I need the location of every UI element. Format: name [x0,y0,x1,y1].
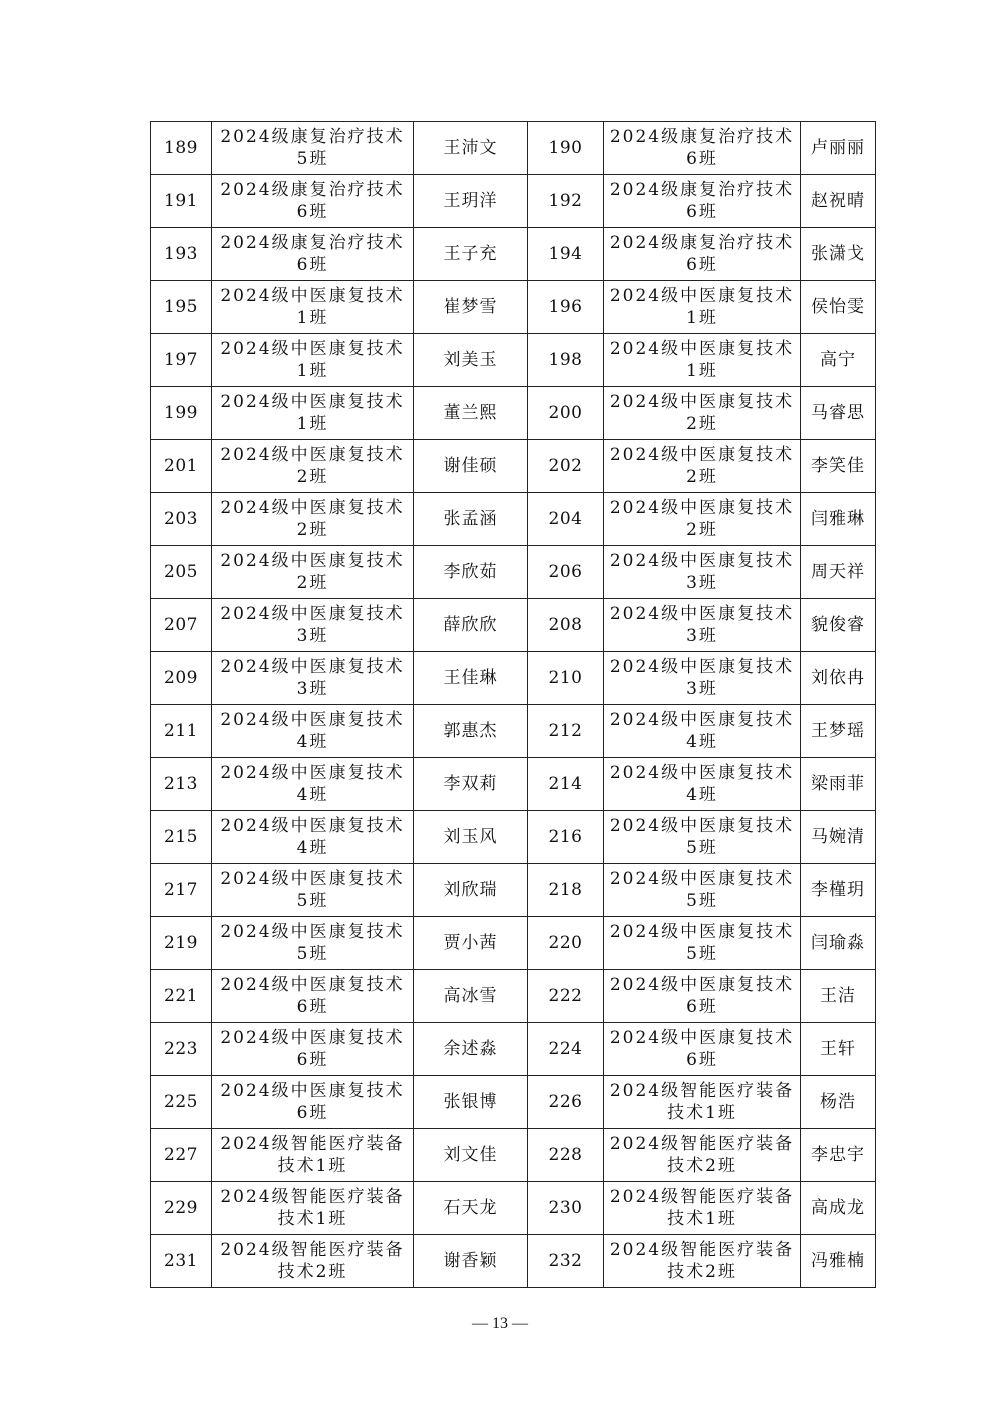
entry-class [212,228,414,281]
entry-class [212,652,414,705]
entry-number: 215 [151,811,212,864]
entry-class-line: 3班 [686,679,718,699]
entry-number: 230 [528,1182,604,1235]
entry-class-line: 2024级中医康复技术 [220,392,405,412]
entry-class-line: 2024级中医康复技术 [609,339,795,359]
entry-class-line: 6班 [296,1103,329,1123]
entry-class-line: 2024级中医康复技术 [220,445,405,465]
entry-class [212,917,414,970]
entry-class-line: 2024级中医康复技术 [220,604,405,624]
entry-name: 王沛文 [414,122,528,175]
entry-name: 赵祝晴 [801,175,876,228]
entry-number: 207 [151,599,212,652]
entry-number: 216 [528,811,604,864]
entry-class [604,864,801,917]
table-row [151,228,876,281]
entry-number: 217 [151,864,212,917]
entry-name: 马睿思 [801,387,876,440]
table-row [151,970,876,1023]
entry-class-line: 2024级中医康复技术 [609,657,795,677]
table-row [151,1182,876,1235]
entry-number: 200 [528,387,604,440]
entry-number: 194 [528,228,604,281]
table-row [151,864,876,917]
entry-name: 王佳琳 [414,652,528,705]
entry-class-line: 2024级康复治疗技术 [220,233,405,253]
entry-number: 224 [528,1023,604,1076]
entry-class [212,175,414,228]
entry-name: 高成龙 [801,1182,876,1235]
entry-name: 郭惠杰 [414,705,528,758]
entry-name: 王轩 [801,1023,876,1076]
entry-class [604,281,801,334]
entry-name: 薛欣欣 [414,599,528,652]
entry-number: 210 [528,652,604,705]
entry-class-line: 2024级中医康复技术 [609,763,795,783]
entry-class-line: 2024级中医康复技术 [609,551,795,571]
entry-class-line: 4班 [686,732,718,752]
entry-name: 张孟涵 [414,493,528,546]
entry-class-line: 2024级中医康复技术 [220,286,405,306]
table-row [151,705,876,758]
entry-number: 226 [528,1076,604,1129]
entry-class [212,1129,414,1182]
entry-class [212,1235,414,1288]
entry-class-line: 2024级康复治疗技术 [609,180,795,200]
entry-class [604,440,801,493]
entry-class [212,970,414,1023]
entry-class-line: 2024级中医康复技术 [220,1081,405,1101]
entry-name: 马婉清 [801,811,876,864]
table-row [151,652,876,705]
entry-number: 204 [528,493,604,546]
entry-number: 220 [528,917,604,970]
entry-name: 梁雨菲 [801,758,876,811]
entry-class-line: 5班 [686,838,718,858]
entry-class [604,546,801,599]
entry-class-line: 5班 [686,944,718,964]
entry-name: 李笑佳 [801,440,876,493]
entry-class-line: 2024级康复治疗技术 [220,127,405,147]
entry-class [604,1023,801,1076]
entry-class [212,864,414,917]
entry-number: 218 [528,864,604,917]
entry-class [604,493,801,546]
entry-number: 211 [151,705,212,758]
entry-class-line: 4班 [686,785,718,805]
entry-name: 刘美玉 [414,334,528,387]
entry-number: 227 [151,1129,212,1182]
entry-number: 196 [528,281,604,334]
table-row [151,334,876,387]
entry-class-line: 2024级中医康复技术 [220,551,405,571]
entry-number: 203 [151,493,212,546]
entry-class [212,493,414,546]
entry-class-line: 2024级中医康复技术 [609,816,795,836]
entry-class [604,811,801,864]
entry-class-line: 5班 [686,891,718,911]
entry-class [212,1182,414,1235]
entry-class [212,546,414,599]
entry-name: 张银博 [414,1076,528,1129]
entry-number: 208 [528,599,604,652]
entry-name: 李双莉 [414,758,528,811]
entry-name: 董兰熙 [414,387,528,440]
entry-class-line: 2024级中医康复技术 [220,922,405,942]
entry-class-line: 2024级智能医疗装备 [220,1134,405,1154]
entry-number: 229 [151,1182,212,1235]
entry-class-line: 2024级中医康复技术 [220,710,405,730]
table-row [151,281,876,334]
entry-class-line: 2024级中医康复技术 [609,922,795,942]
entry-class-line: 1班 [686,361,718,381]
entry-class [604,175,801,228]
entry-number: 222 [528,970,604,1023]
entry-class-line: 2024级智能医疗装备 [609,1134,795,1154]
entry-name: 貌俊睿 [801,599,876,652]
entry-class-line: 6班 [686,997,718,1017]
entry-class-line: 2班 [296,467,329,487]
entry-class-line: 2024级中医康复技术 [609,286,795,306]
entry-name: 王洁 [801,970,876,1023]
entry-class-line: 6班 [686,255,718,275]
entry-name: 王子充 [414,228,528,281]
entry-number: 223 [151,1023,212,1076]
entry-class [212,122,414,175]
entry-number: 190 [528,122,604,175]
entry-class-line: 3班 [296,679,329,699]
entry-class-line: 6班 [686,149,718,169]
entry-class-line: 2024级中医康复技术 [220,975,405,995]
table-row [151,1235,876,1288]
roster-table [150,121,876,1288]
entry-class [212,705,414,758]
entry-name: 李槿玥 [801,864,876,917]
entry-class-line: 2024级中医康复技术 [220,657,405,677]
entry-class-line: 2024级智能医疗装备 [609,1240,795,1260]
entry-class [604,758,801,811]
entry-class-line: 5班 [296,891,329,911]
entry-name: 闫瑜淼 [801,917,876,970]
entry-class-line: 3班 [686,573,718,593]
entry-name: 周天祥 [801,546,876,599]
entry-name: 谢佳硕 [414,440,528,493]
entry-class-line: 6班 [296,255,329,275]
entry-class-line: 4班 [296,732,329,752]
entry-name: 杨浩 [801,1076,876,1129]
entry-class [212,1023,414,1076]
entry-class-line: 2024级中医康复技术 [220,1028,405,1048]
entry-class-line: 2024级中医康复技术 [609,392,795,412]
entry-name: 王玥洋 [414,175,528,228]
table-row [151,599,876,652]
entry-class-line: 6班 [296,202,329,222]
entry-class-line: 2班 [686,467,718,487]
entry-class [212,440,414,493]
entry-class [212,599,414,652]
entry-number: 209 [151,652,212,705]
page-number: — 13 — [472,1315,528,1332]
entry-class-line: 技术1班 [667,1209,737,1229]
entry-class-line: 技术1班 [277,1209,348,1229]
entry-name: 王梦瑶 [801,705,876,758]
entry-class-line: 2024级中医康复技术 [220,339,405,359]
entry-class-line: 2024级中医康复技术 [609,975,795,995]
entry-class-line: 2024级中医康复技术 [609,498,795,518]
entry-number: 219 [151,917,212,970]
entry-name: 卢丽丽 [801,122,876,175]
entry-class [604,970,801,1023]
entry-class [604,652,801,705]
entry-class [604,1235,801,1288]
entry-class-line: 技术2班 [277,1262,348,1282]
entry-class-line: 技术2班 [667,1262,737,1282]
entry-name: 崔梦雪 [414,281,528,334]
table-row [151,387,876,440]
entry-class-line: 5班 [296,944,329,964]
entry-class-line: 2024级中医康复技术 [220,869,405,889]
entry-class-line: 6班 [296,1050,329,1070]
entry-number: 213 [151,758,212,811]
table-row [151,1076,876,1129]
entry-class [212,1076,414,1129]
entry-class-line: 1班 [296,414,329,434]
entry-class-line: 2班 [296,573,329,593]
entry-number: 191 [151,175,212,228]
entry-class-line: 技术2班 [667,1156,737,1176]
table-row [151,1129,876,1182]
entry-class-line: 2024级中医康复技术 [609,445,795,465]
entry-class [604,122,801,175]
entry-class [604,228,801,281]
entry-class [604,917,801,970]
entry-number: 189 [151,122,212,175]
table-row [151,758,876,811]
entry-class [212,387,414,440]
entry-number: 206 [528,546,604,599]
entry-class-line: 4班 [296,785,329,805]
entry-class-line: 1班 [296,361,329,381]
entry-name: 余述淼 [414,1023,528,1076]
entry-name: 侯怡雯 [801,281,876,334]
entry-class-line: 6班 [296,997,329,1017]
entry-class [604,387,801,440]
entry-name: 谢香颖 [414,1235,528,1288]
entry-class [212,334,414,387]
entry-name: 刘文佳 [414,1129,528,1182]
entry-class-line: 4班 [296,838,329,858]
entry-class [212,281,414,334]
table-row [151,811,876,864]
entry-number: 192 [528,175,604,228]
entry-class [604,705,801,758]
entry-class-line: 1班 [296,308,329,328]
entry-class-line: 2024级中医康复技术 [609,869,795,889]
table-row [151,122,876,175]
entry-class-line: 2班 [296,520,329,540]
entry-name: 冯雅楠 [801,1235,876,1288]
entry-class [604,1076,801,1129]
entry-class-line: 2024级中医康复技术 [609,1028,795,1048]
entry-name: 石天龙 [414,1182,528,1235]
entry-class-line: 2024级中医康复技术 [220,498,405,518]
entry-number: 199 [151,387,212,440]
entry-number: 195 [151,281,212,334]
table-row [151,493,876,546]
entry-class [604,599,801,652]
entry-class-line: 2024级智能医疗装备 [220,1187,405,1207]
entry-class-line: 2班 [686,414,718,434]
entry-class [212,758,414,811]
entry-class-line: 1班 [686,308,718,328]
entry-class [604,1129,801,1182]
entry-number: 225 [151,1076,212,1129]
entry-number: 205 [151,546,212,599]
entry-class [212,811,414,864]
entry-number: 193 [151,228,212,281]
table-row [151,546,876,599]
entry-number: 212 [528,705,604,758]
entry-class-line: 2024级康复治疗技术 [609,233,795,253]
entry-number: 221 [151,970,212,1023]
entry-number: 232 [528,1235,604,1288]
entry-number: 198 [528,334,604,387]
roster-body [151,122,876,1288]
entry-number: 228 [528,1129,604,1182]
entry-number: 197 [151,334,212,387]
table-row [151,1023,876,1076]
entry-name: 李欣茹 [414,546,528,599]
entry-name: 刘依冉 [801,652,876,705]
entry-class-line: 5班 [296,149,329,169]
entry-class-line: 6班 [686,1050,718,1070]
entry-number: 214 [528,758,604,811]
entry-number: 201 [151,440,212,493]
entry-name: 刘玉风 [414,811,528,864]
entry-class-line: 2024级康复治疗技术 [609,127,795,147]
entry-class-line: 3班 [686,626,718,646]
entry-class [604,1182,801,1235]
entry-class-line: 6班 [686,202,718,222]
entry-class-line: 2024级中医康复技术 [220,763,405,783]
entry-class-line: 2024级中医康复技术 [220,816,405,836]
entry-name: 李忠宇 [801,1129,876,1182]
entry-class-line: 技术1班 [277,1156,348,1176]
entry-number: 202 [528,440,604,493]
entry-number: 231 [151,1235,212,1288]
entry-class-line: 2024级智能医疗装备 [609,1081,795,1101]
entry-class-line: 2024级中医康复技术 [609,710,795,730]
entry-class-line: 2班 [686,520,718,540]
table-row [151,440,876,493]
entry-class-line: 2024级智能医疗装备 [220,1240,405,1260]
entry-class-line: 2024级康复治疗技术 [220,180,405,200]
entry-class-line: 2024级中医康复技术 [609,604,795,624]
entry-name: 贾小茜 [414,917,528,970]
entry-class-line: 3班 [296,626,329,646]
entry-name: 张潇戈 [801,228,876,281]
entry-class [604,334,801,387]
table-row [151,917,876,970]
entry-class-line: 技术1班 [667,1103,737,1123]
entry-class-line: 2024级智能医疗装备 [609,1187,795,1207]
entry-name: 闫雅琳 [801,493,876,546]
entry-name: 高冰雪 [414,970,528,1023]
entry-name: 刘欣瑞 [414,864,528,917]
entry-name: 高宁 [801,334,876,387]
table-row [151,175,876,228]
